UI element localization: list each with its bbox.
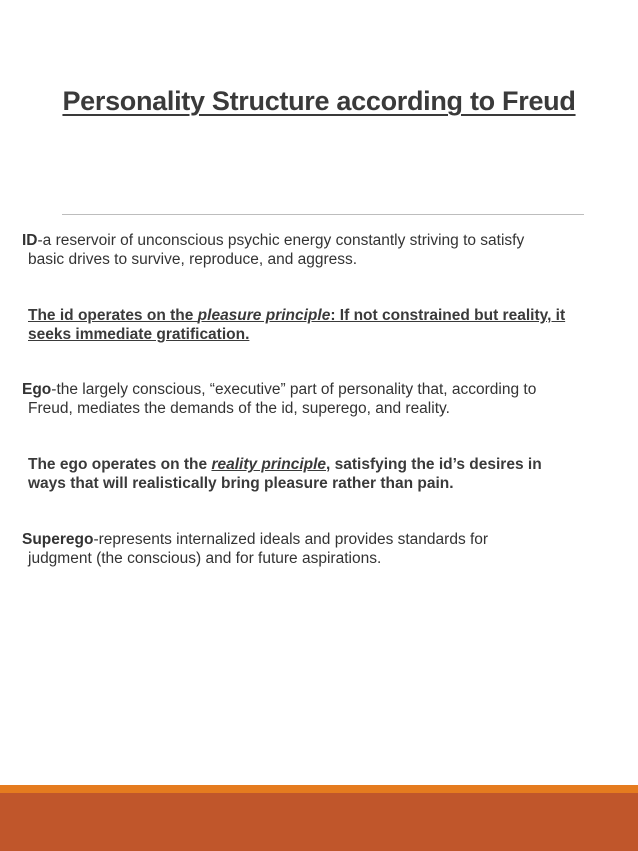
pleasure-principle-term: pleasure principle — [197, 307, 331, 324]
footer-accent-stripe — [0, 785, 638, 793]
superego-paragraph — [22, 530, 622, 568]
footer-band — [0, 793, 638, 851]
id-principle-after-line2: seeks immediate gratification. — [28, 326, 250, 343]
superego-text-line2: judgment (the conscious) and for future aspirations. — [28, 550, 382, 567]
ego-principle — [28, 455, 628, 493]
id-principle-after-line1: : If not constrained but reality, it — [330, 307, 566, 324]
ego-lead: Ego — [22, 381, 52, 398]
id-lead: ID — [22, 232, 38, 249]
superego-text-line1: -represents internalized ideals and provides standards for — [93, 531, 489, 548]
ego-text-line1: -the largely conscious, “executive” part of personality that, according to — [51, 381, 537, 398]
superego-lead: Superego — [22, 531, 94, 548]
id-text-line1: -a reservoir of unconscious psychic energy constantly striving to satisfy — [37, 232, 525, 249]
slide-title: Personality Structure according to Freud — [62, 86, 576, 116]
id-paragraph — [22, 231, 622, 269]
id-principle — [28, 306, 628, 344]
ego-principle-after-line2: ways that will realistically bring pleasure rather than pain. — [28, 475, 454, 492]
reality-principle-term: reality principle — [211, 456, 327, 473]
title-divider — [62, 214, 584, 215]
ego-principle-before: The ego operates on the — [28, 456, 212, 473]
ego-paragraph — [22, 380, 627, 418]
ego-principle-after-line1: , satisfying the id’s desires in — [326, 456, 542, 473]
id-principle-before: The id operates on the — [28, 307, 198, 324]
id-text-line2: basic drives to survive, reproduce, and aggress. — [28, 251, 358, 268]
ego-text-line2: Freud, mediates the demands of the id, superego, and reality. — [28, 400, 450, 417]
